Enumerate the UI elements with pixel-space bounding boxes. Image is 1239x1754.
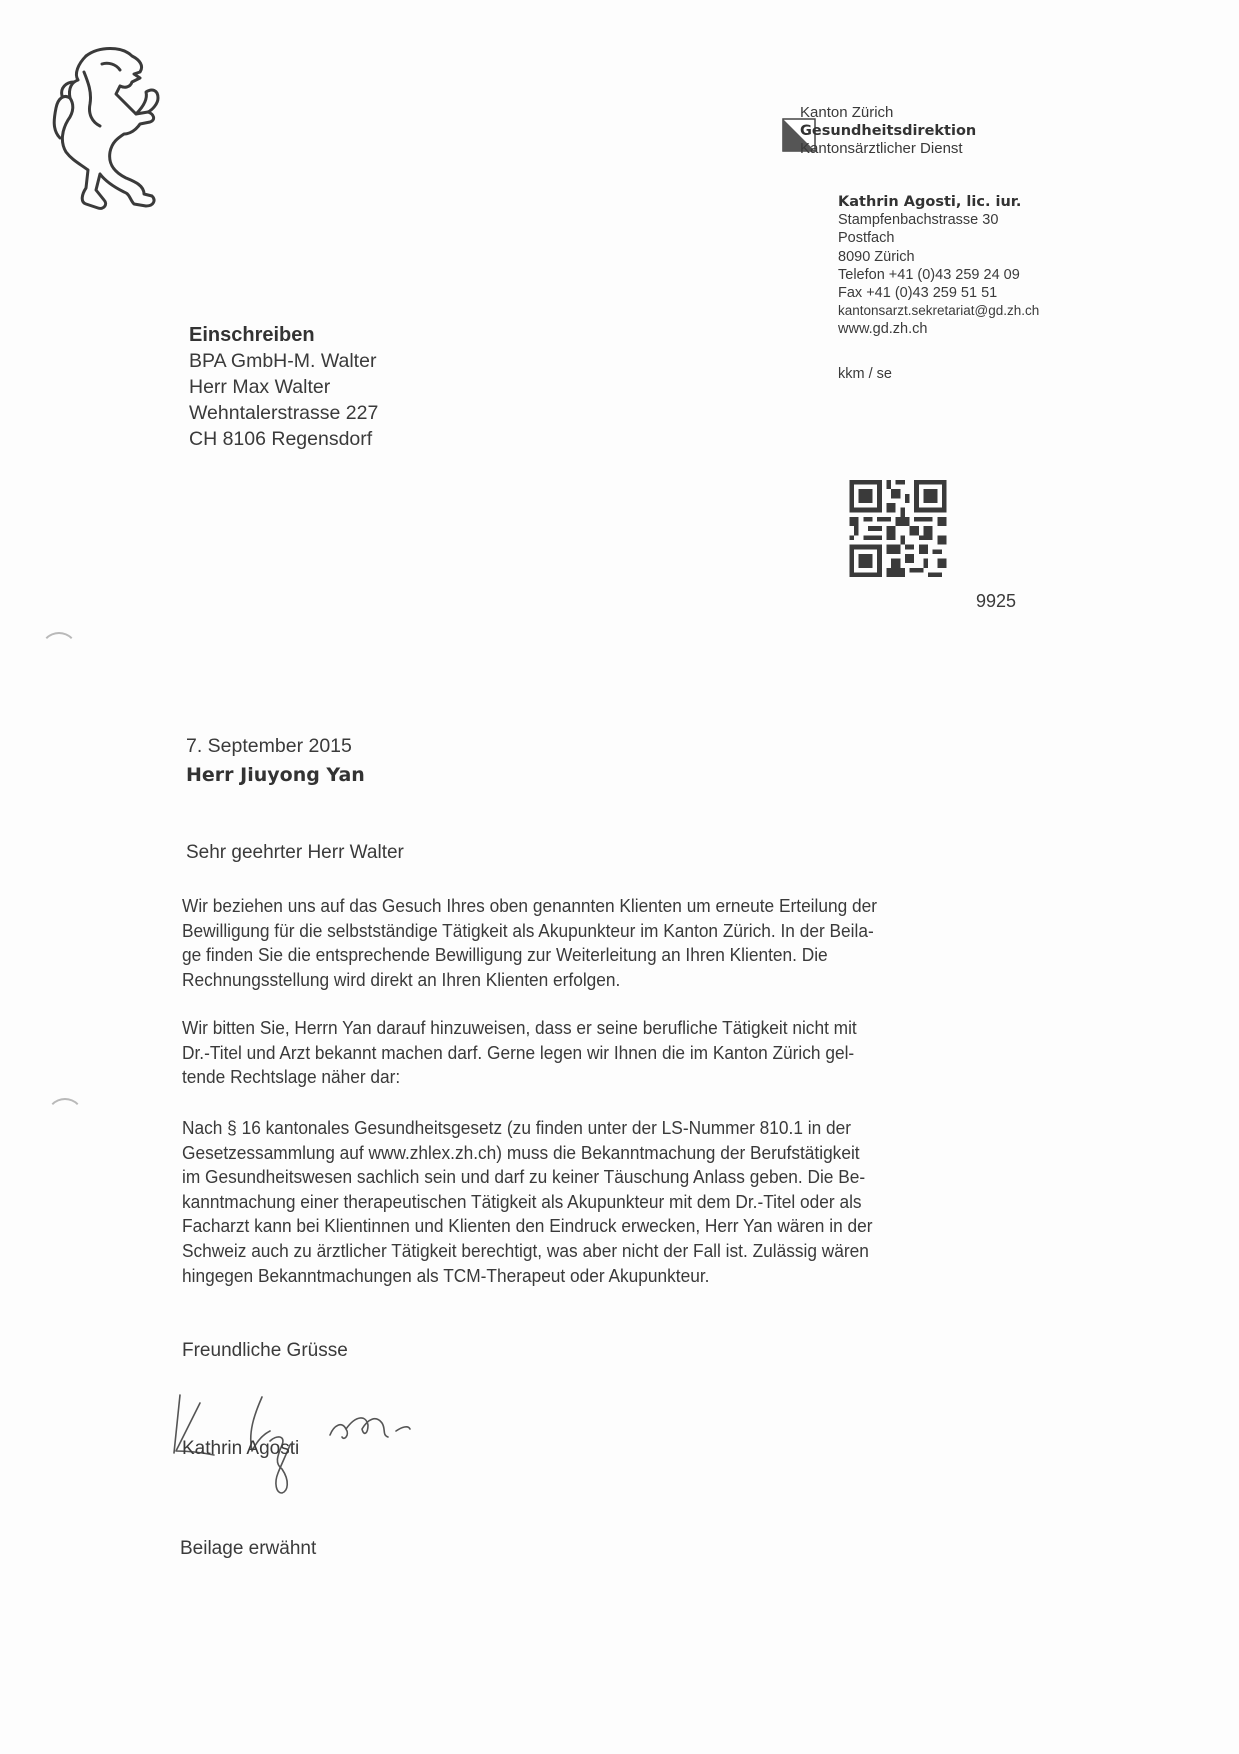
letter-subject: Herr Jiuyong Yan — [186, 764, 365, 786]
delivery-type: Einschreiben — [189, 324, 315, 346]
text-line: im Gesundheitswesen sachlich sein und darf zu keiner Täuschung Anlass geben. Die Be- — [182, 1166, 866, 1188]
text-line: kanntmachung einer therapeutischen Tätigkeit als Akupunkteur mit dem Dr.-Titel oder als — [182, 1190, 862, 1212]
recipient-city: CH 8106 Regensdorf — [189, 428, 373, 450]
document-number: 9925 — [976, 591, 1017, 611]
sender-name: Kathrin Agosti, lic. iur. — [838, 194, 1022, 210]
canton-name: Kanton Zürich — [800, 104, 894, 121]
sender-po-box: Postfach — [838, 230, 895, 247]
sender-fax: Fax +41 (0)43 259 51 51 — [838, 285, 998, 302]
enclosure-note: Beilage erwähnt — [180, 1538, 317, 1559]
signatory-name: Kathrin Agosti — [182, 1438, 300, 1459]
sender-street: Stampfenbachstrasse 30 — [838, 212, 999, 229]
recipient-person: Herr Max Walter — [189, 376, 331, 398]
directorate-name: Gesundheitsdirektion — [800, 123, 977, 139]
text-line: Wir beziehen uns auf das Gesuch Ihres oben genannten Klienten um erneute Erteilung der — [182, 895, 878, 916]
recipient-address — [189, 322, 378, 452]
service-name: Kantonsärztlicher Dienst — [800, 140, 963, 157]
text-line: Rechnungsstellung wird direkt an Ihren Klienten erfolgen. — [182, 968, 621, 990]
salutation: Sehr geehrter Herr Walter — [186, 842, 404, 863]
body-paragraph-1 — [182, 894, 1103, 992]
letterhead — [800, 104, 976, 158]
text-line: tende Rechtslage näher dar: — [182, 1066, 401, 1088]
sender-city: 8090 Zürich — [838, 248, 915, 265]
punch-hole-mark — [40, 632, 78, 670]
text-line: Bewilligung für die selbstständige Tätigkeit als Akupunkteur im Kanton Zürich. In der Beila- — [182, 919, 874, 941]
qr-code-icon — [849, 480, 947, 577]
sender-contact-block — [838, 193, 1039, 339]
text-line: hingegen Bekanntmachungen als TCM-Therapeut oder Akupunkteur. — [182, 1264, 710, 1286]
sender-email: kantonsarzt.sekretariat@gd.zh.ch — [838, 303, 1040, 319]
text-line: Dr.-Titel und Arzt bekannt machen darf. Gerne legen wir Ihnen die im Kanton Zürich gel- — [182, 1041, 855, 1063]
reference-code: kkm / se — [838, 366, 892, 382]
text-line: Schweiz auch zu ärztlicher Tätigkeit berechtigt, was aber nicht der Fall ist. Zulässig wären — [182, 1239, 869, 1261]
text-line: ge finden Sie die entsprechende Bewilligung zur Weiterleitung an Ihren Klienten. Die — [182, 944, 828, 966]
sender-phone: Telefon +41 (0)43 259 24 09 — [838, 266, 1020, 283]
recipient-street: Wehntalerstrasse 227 — [189, 402, 379, 424]
zurich-lion-emblem-icon — [44, 42, 184, 222]
text-line: Gesetzessammlung auf www.zhlex.zh.ch) muss die Bekanntmachung der Berufstätigkeit — [182, 1141, 860, 1163]
body-paragraph-3 — [182, 1116, 1103, 1288]
text-line: Wir bitten Sie, Herrn Yan darauf hinzuweisen, dass er seine berufliche Tätigkeit nicht mit — [182, 1017, 857, 1038]
body-paragraph-2 — [182, 1016, 1103, 1090]
text-line: Nach § 16 kantonales Gesundheitsgesetz (zu finden unter der LS-Nummer 810.1 in der — [182, 1117, 852, 1138]
closing: Freundliche Grüsse — [182, 1340, 348, 1361]
recipient-company: BPA GmbH-M. Walter — [189, 350, 377, 372]
letter-date: 7. September 2015 — [186, 735, 352, 757]
punch-hole-mark — [46, 1098, 84, 1136]
sender-website: www.gd.zh.ch — [838, 321, 928, 338]
text-line: Facharzt kann bei Klientinnen und Klienten den Eindruck erwecken, Herr Yan wären in der — [182, 1215, 873, 1237]
